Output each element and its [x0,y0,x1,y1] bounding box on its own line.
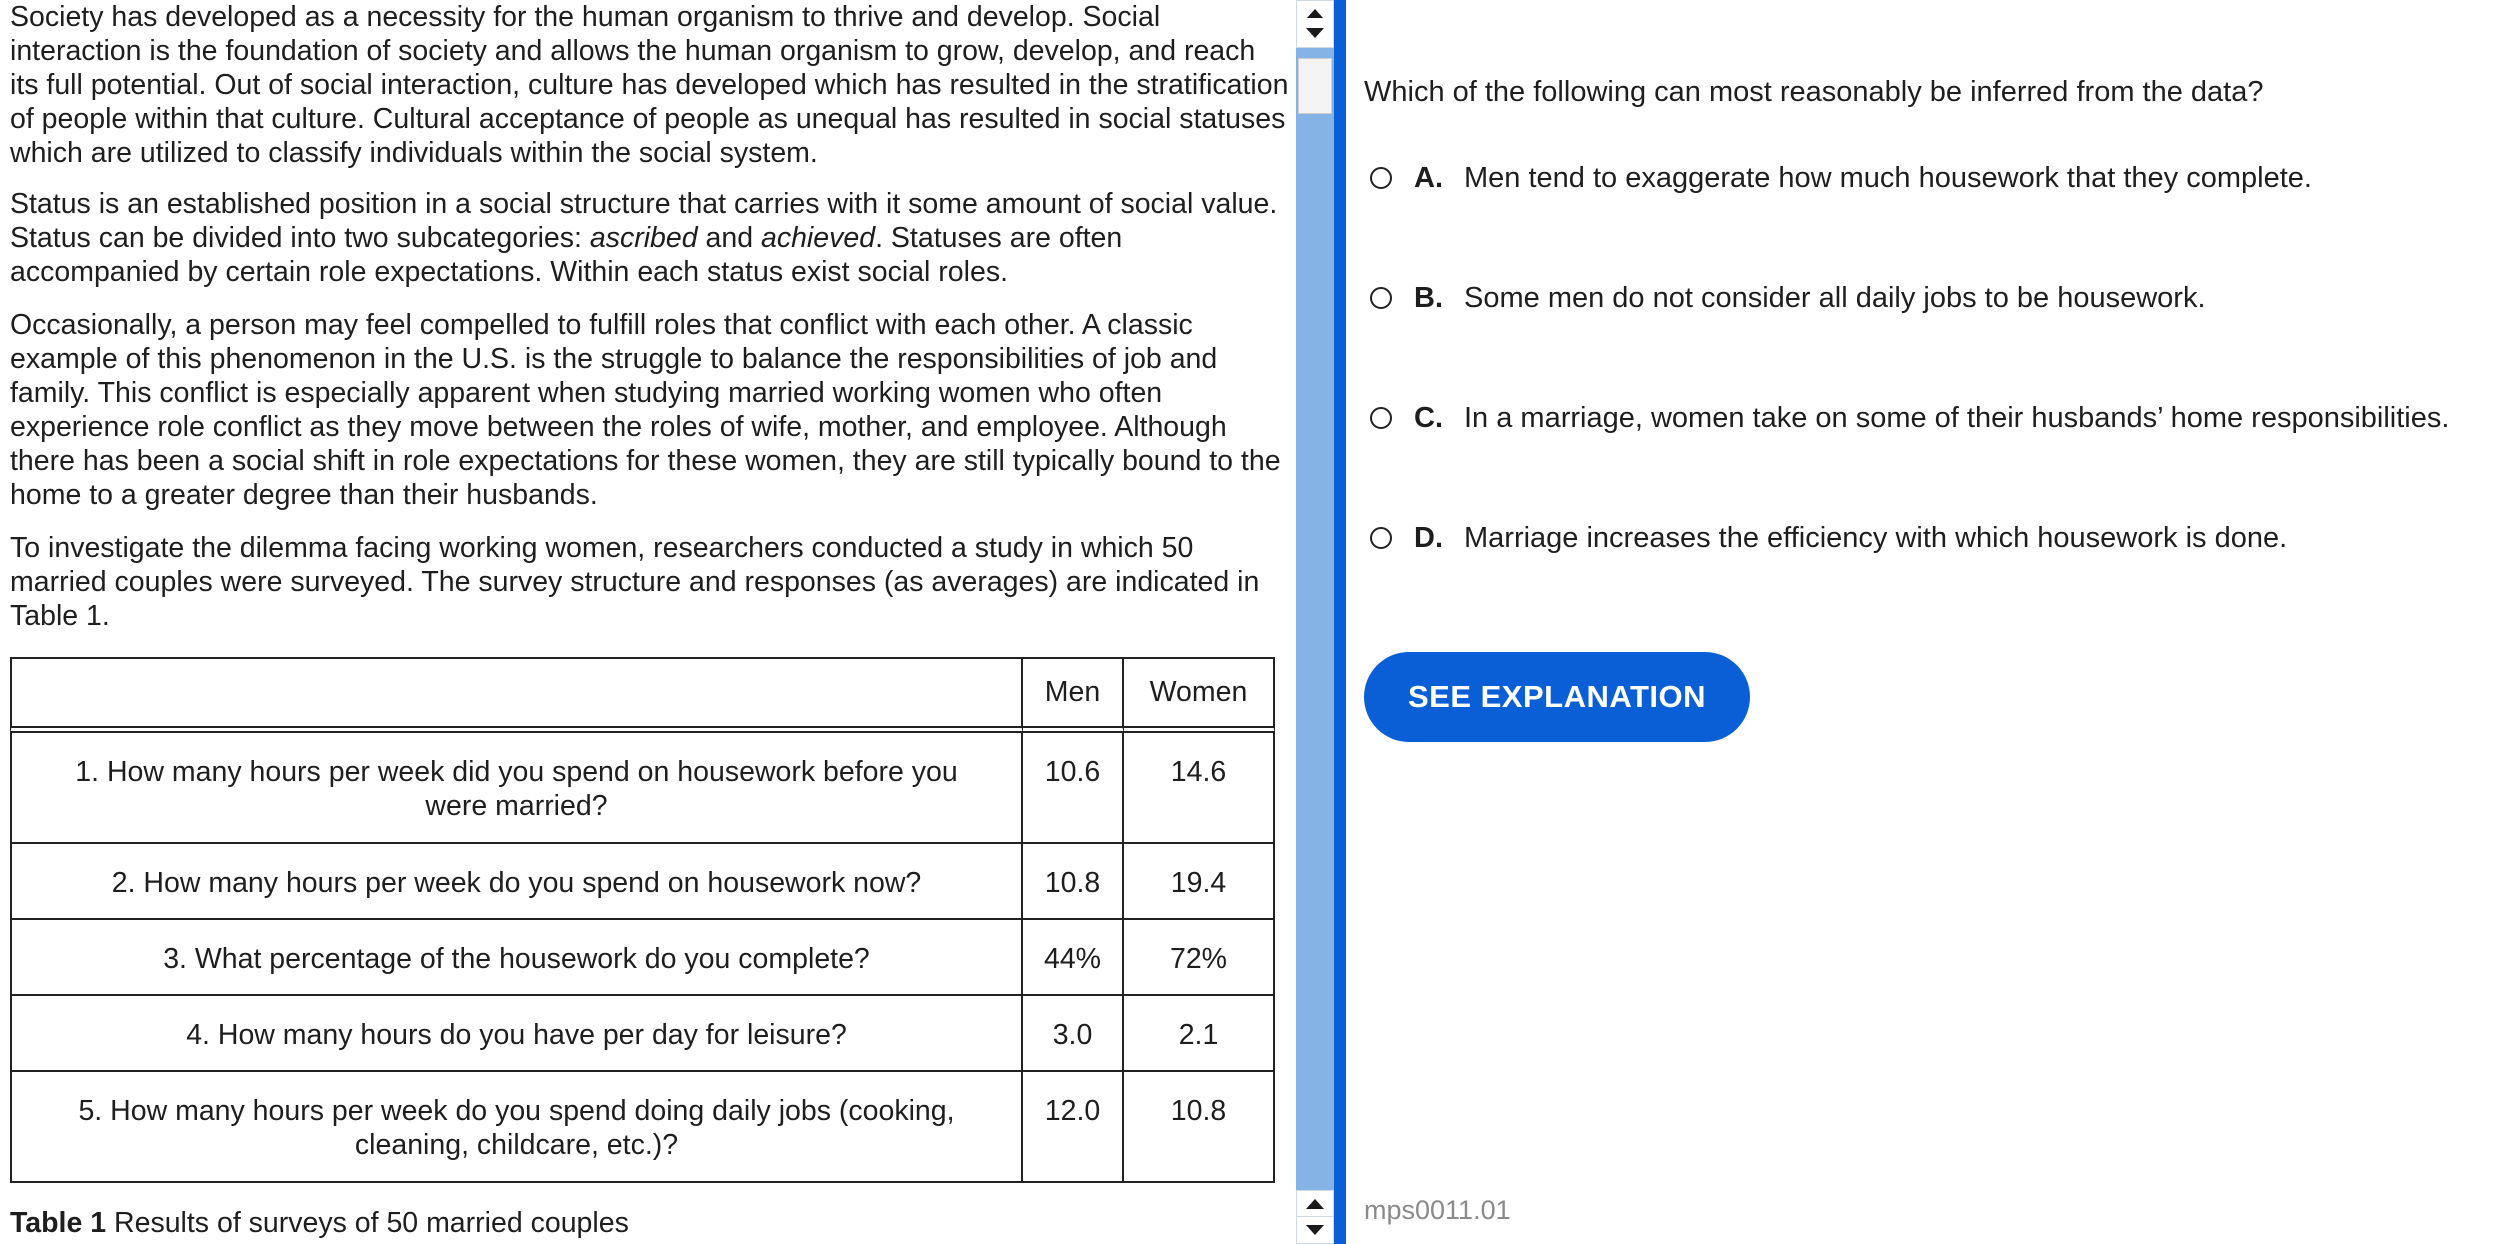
question-pane [1346,0,2493,1244]
choice-text: Men tend to exaggerate how much housework that they complete. [1464,161,2312,194]
see-explanation-button[interactable]: SEE EXPLANATION [1364,652,1750,742]
table-caption-label: Table 1 [10,1207,107,1239]
scroll-up-button-bottom[interactable] [1296,1190,1334,1218]
table-header-women: Women [1124,657,1275,733]
table-row [10,1072,1275,1183]
arrow-down-icon [1306,1225,1324,1235]
table-cell-women: 14.6 [1124,733,1275,844]
p2-text-start: Status is an established position in a social structure that carries with it some amount of social value. Status can be divided into two subcategories: [10,188,1278,254]
table-cell-men: 3.0 [1023,996,1124,1072]
answer-choice-d[interactable] [1370,518,2287,558]
table-cell-women: 19.4 [1124,844,1275,920]
table-row [10,844,1275,920]
table-cell-question: 2. How many hours per week do you spend on housework now? [10,844,1023,920]
pane-divider[interactable] [1334,0,1346,1244]
table-cell-women: 10.8 [1124,1072,1275,1183]
choice-letter: B. [1414,281,1443,314]
table-header-row [10,657,1275,733]
passage-paragraph-3: Occasionally, a person may feel compelled to fulfill roles that conflict with each other. A classic example of this phenomenon in the U.S. is the struggle to balance the responsibilities of job and family. This conflict is especially apparent when studying married working women who often experience role conflict as they move between the roles of wife, mother, and employee. Although there has been a social shift in role expectations for these women, they are still typically bound to the home to a greater degree than their husbands. [10,309,1281,511]
term-achieved: achieved [760,222,876,254]
table-cell-men: 10.8 [1023,844,1124,920]
radio-button-icon[interactable] [1370,287,1392,309]
answer-choice-b[interactable] [1370,278,2206,318]
arrow-down-icon [1306,28,1324,38]
question-stem: Which of the following can most reasonably be inferred from the data? [1364,76,2264,108]
table-cell-question: 4. How many hours do you have per day for leisure? [10,996,1023,1072]
choice-text: Some men do not consider all daily jobs to be housework. [1464,281,2206,314]
table-caption [10,1207,629,1240]
table-row [10,920,1275,996]
p2-text-end: . Statuses are often accompanied by certain role expectations. Within each status exist social roles. [10,222,1123,288]
passage-paragraph-2 [10,187,1290,289]
survey-table [10,657,1275,1183]
arrow-up-icon [1306,1199,1324,1209]
radio-button-icon[interactable] [1370,407,1392,429]
item-code: mps0011.01 [1364,1195,1511,1225]
passage-scrollbar-track[interactable] [1296,0,1334,1244]
choice-letter: D. [1414,521,1443,554]
p2-text-and: and [697,222,761,254]
table-cell-question: 3. What percentage of the housework do you complete? [10,920,1023,996]
table-header-men: Men [1023,657,1124,733]
scroll-thumb[interactable] [1298,58,1332,114]
table-cell-men: 12.0 [1023,1072,1124,1183]
table-cell-men: 10.6 [1023,733,1124,844]
passage-paragraph-1: Society has developed as a necessity for the human organism to thrive and develop. Social interaction is the foundation of society and allows the human organism to grow, develop, and reach its full potential. Out of social interaction, culture has developed which has resulted in the stratification of people within that culture. Cultural acceptance of people as unequal has resulted in social statuses which are utilized to classify individuals within the social system. [10,1,1289,169]
table-header-blank [10,657,1023,733]
table-cell-question: 1. How many hours per week did you spend on housework before you were married? [10,733,1023,844]
radio-button-icon[interactable] [1370,527,1392,549]
table-cell-question: 5. How many hours per week do you spend doing daily jobs (cooking, cleaning, childcare, etc.)? [10,1072,1023,1183]
scroll-down-button-bottom[interactable] [1296,1216,1334,1244]
table-cell-men: 44% [1023,920,1124,996]
term-ascribed: ascribed [589,222,698,254]
radio-button-icon[interactable] [1370,167,1392,189]
choice-letter: A. [1414,161,1443,194]
table-row [10,733,1275,844]
answer-choice-c[interactable] [1370,398,2449,438]
choice-text: In a marriage, women take on some of their husbands’ home responsibilities. [1464,401,2450,434]
passage-paragraph-4: To investigate the dilemma facing working women, researchers conducted a study in which 50 married couples were surveyed. The survey structure and responses (as averages) are indicated in Table 1. [10,532,1260,632]
scroll-down-button[interactable] [1296,18,1334,48]
choice-text: Marriage increases the efficiency with which housework is done. [1464,521,2288,554]
answer-choice-a[interactable] [1370,158,2312,198]
table-cell-women: 72% [1124,920,1275,996]
choice-letter: C. [1414,401,1443,434]
table-row [10,996,1275,1072]
table-caption-text: Results of surveys of 50 married couples [106,1207,629,1239]
table-cell-women: 2.1 [1124,996,1275,1072]
